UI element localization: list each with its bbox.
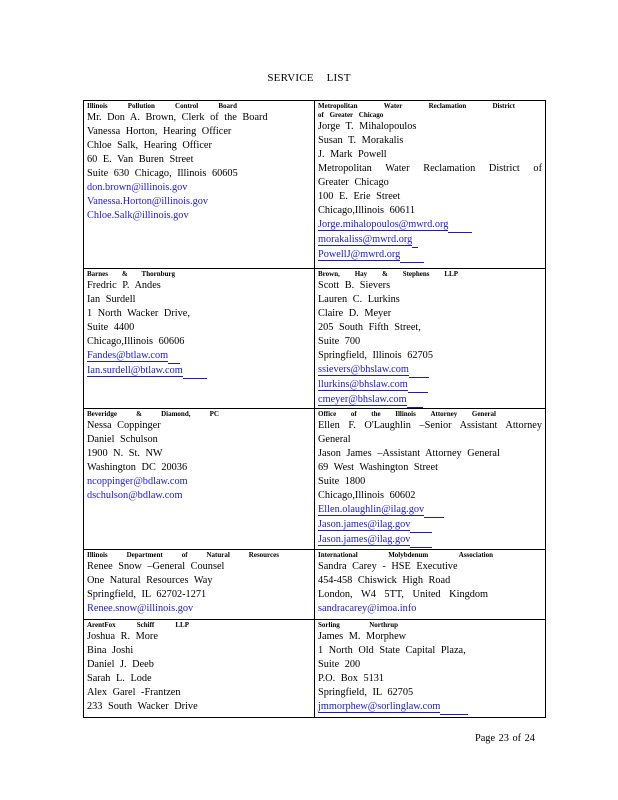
email-link[interactable]: Chloe.Salk@illinois.gov <box>87 210 189 221</box>
contact-line: Bina Joshi <box>87 645 134 656</box>
contact-line: Mr. Don A. Brown, Clerk of the Board <box>87 112 268 123</box>
service-cell-attorney-general <box>315 409 546 550</box>
email-link[interactable]: Ellen.olaughlin@ilag.gov <box>318 503 542 518</box>
service-cell-arentfox <box>84 620 315 718</box>
address-line: Chicago,Illinois 60602 <box>318 490 416 501</box>
address-line: 69 West Washington Street <box>318 462 438 473</box>
contact-line: Jorge T. Mihalopoulos <box>318 121 417 132</box>
email-link[interactable]: don.brown@illinois.gov <box>87 182 188 193</box>
contact-line: Chloe Salk, Hearing Officer <box>87 140 212 151</box>
contact-line: Daniel Schulson <box>87 434 158 445</box>
address-line: Springfield, Illinois 62705 <box>318 350 433 361</box>
service-cell-barnes <box>84 269 315 409</box>
org-name: Metropolitan Water Reclamation District <box>318 102 515 110</box>
address-line: Suite 4400 <box>87 322 135 333</box>
service-cell-imoa <box>315 550 546 620</box>
contact-line: James M. Morphew <box>318 631 407 642</box>
email-link[interactable]: sandracarey@imoa.info <box>318 603 417 614</box>
contact-line: Sandra Carey - HSE Executive <box>318 561 458 572</box>
contact-line: J. Mark Powell <box>318 149 387 160</box>
address-line: Washington DC 20036 <box>87 462 188 473</box>
service-cell-sorling <box>315 620 546 718</box>
contact-line: Renee Snow –General Counsel <box>87 561 225 572</box>
address-line: 205 South Fifth Street, <box>318 322 421 333</box>
address-line: Suite 630 Chicago, Illinois 60605 <box>87 168 238 179</box>
address-line: Suite 1800 <box>318 476 366 487</box>
address-line: 100 E. Erie Street <box>318 191 401 202</box>
service-cell-beveridge <box>84 409 315 550</box>
page-number: Page 23 of 24 <box>475 733 535 744</box>
org-name: Sorling Northrup <box>318 621 398 629</box>
org-name: Barnes & Thornburg <box>87 270 175 278</box>
email-link[interactable]: PowellJ@mwrd.org <box>318 248 542 263</box>
address-line: Springfield, IL 62702-1271 <box>87 589 207 600</box>
address-line: P.O. Box 5131 <box>318 673 385 684</box>
org-name: Illinois Department of Natural Resources <box>87 551 279 559</box>
email-link[interactable]: Jason.james@ilag.gov <box>318 533 542 548</box>
contact-line: Susan T. Morakalis <box>318 135 404 146</box>
contact-line: Sarah L. Lode <box>87 673 152 684</box>
contact-line: Daniel J. Deeb <box>87 659 154 670</box>
contact-line: Scott B. Sievers <box>318 280 391 291</box>
address-line: Chicago,Illinois 60606 <box>87 336 185 347</box>
contact-line: Joshua R. More <box>87 631 158 642</box>
contact-line: Alex Garel -Frantzen <box>87 687 181 698</box>
email-link[interactable]: ncoppinger@bdlaw.com <box>87 476 188 487</box>
contact-line: Vanessa Horton, Hearing Officer <box>87 126 232 137</box>
service-cell-ipcb <box>84 101 315 269</box>
address-line: 1 North Old State Capital Plaza, <box>318 645 466 656</box>
contact-line: Fredric P. Andes <box>87 280 161 291</box>
contact-line: Ian Surdell <box>87 294 136 305</box>
address-line: Springfield, IL 62705 <box>318 687 414 698</box>
page-title: SERVICE LIST <box>267 72 351 84</box>
email-link[interactable]: Jason.james@ilag.gov <box>318 518 542 533</box>
address-line: Suite 200 <box>318 659 361 670</box>
org-name: Beveridge & Diamond, PC <box>87 410 219 418</box>
contact-line: Jason James –Assistant Attorney General <box>318 448 500 459</box>
email-link[interactable]: cmeyer@bhslaw.com <box>318 393 542 408</box>
contact-line: Ellen F. O'Laughlin –Senior Assistant Attorney General <box>318 420 542 445</box>
address-line: 60 E. Van Buren Street <box>87 154 194 165</box>
email-link[interactable]: dschulson@bdlaw.com <box>87 490 183 501</box>
email-link[interactable]: Jorge.mihalopoulos@mwrd.org <box>318 218 542 233</box>
org-name: Brown, Hay & Stephens LLP <box>318 270 458 278</box>
address-line: 1900 N. St. NW <box>87 448 163 459</box>
contact-line: Lauren C. Lurkins <box>318 294 400 305</box>
org-name: International Molybdenum Association <box>318 551 493 559</box>
contact-line: Nessa Coppinger <box>87 420 161 431</box>
address-line: Chicago,Illinois 60611 <box>318 205 415 216</box>
address-line: Metropolitan Water Reclamation District of Greater Chicago <box>318 163 542 188</box>
address-line: 454-458 Chiswick High Road <box>318 575 451 586</box>
email-link[interactable]: jmmorphew@sorlinglaw.com <box>318 700 542 715</box>
service-cell-idnr <box>84 550 315 620</box>
address-line: One Natural Resources Way <box>87 575 213 586</box>
service-cell-bhs <box>315 269 546 409</box>
service-list-table <box>83 100 546 718</box>
org-name: Illinois Pollution Control Board <box>87 102 237 110</box>
org-name: Office of the Illinois Attorney General <box>318 410 496 418</box>
email-link[interactable]: Ian.surdell@btlaw.com <box>87 364 311 379</box>
email-link[interactable]: Renee.snow@illinois.gov <box>87 603 194 614</box>
email-link[interactable]: llurkins@bhslaw.com <box>318 378 542 393</box>
org-name: ArentFox Schiff LLP <box>87 621 189 629</box>
address-line: London, W4 5TT, United Kingdom <box>318 589 489 600</box>
address-line: 1 North Wacker Drive, <box>87 308 190 319</box>
email-link[interactable]: ssievers@bhslaw.com <box>318 363 542 378</box>
address-line: 233 South Wacker Drive <box>87 701 198 712</box>
email-link[interactable]: Vanessa.Horton@illinois.gov <box>87 196 209 207</box>
service-cell-mwrd <box>315 101 546 269</box>
org-name-line2: of Greater Chicago <box>318 111 384 119</box>
email-link[interactable]: morakaliss@mwrd.org <box>318 233 542 248</box>
email-link[interactable]: Fandes@btlaw.com <box>87 349 311 364</box>
contact-line: Claire D. Meyer <box>318 308 392 319</box>
address-line: Suite 700 <box>318 336 361 347</box>
